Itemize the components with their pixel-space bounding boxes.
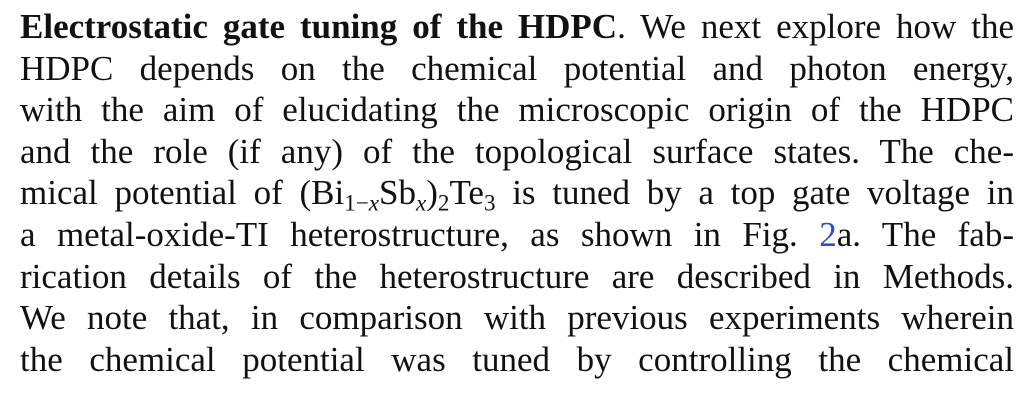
- subscript-3: 3: [483, 189, 496, 216]
- line-6-text-a: a metal-oxide-TI heterostructure, as shown in Fig.: [20, 214, 820, 254]
- line-5-text-a: mical potential of (Bi: [20, 173, 345, 213]
- paragraph-line-1: [20, 6, 1014, 48]
- subscript-one-minus: 1−: [344, 189, 369, 216]
- line-6-text-b: a. The fab-: [836, 214, 1014, 254]
- subscript-1-minus-x: [344, 190, 379, 216]
- subscript-x-variable: x: [368, 189, 380, 216]
- paragraph-line-8: We note that, in comparison with previous experiments wherein: [20, 298, 1014, 338]
- figure-2-link[interactable]: 2: [819, 214, 837, 254]
- paragraph-line-5: [20, 172, 1014, 214]
- line-5-text-e: is tuned by a top gate voltage in: [495, 173, 1014, 213]
- paragraph-line-3: with the aim of elucidating the microscopic origin of the HDPC: [20, 90, 1014, 130]
- line-5-text-b: Sb: [379, 173, 416, 213]
- paragraph-line-6: [20, 214, 1014, 256]
- subscript-2: 2: [437, 189, 450, 216]
- line-5-text-c: ): [426, 173, 438, 213]
- paper-paragraph: [20, 6, 1014, 380]
- line-1-text: . We next explore how the: [617, 7, 1014, 46]
- paragraph-line-4: and the role (if any) of the topological surface states. The che-: [20, 131, 1014, 171]
- paragraph-line-9: the chemical potential was tuned by controlling the chemical: [20, 339, 1014, 379]
- paragraph-line-2: HDPC depends on the chemical potential and photon energy,: [20, 48, 1014, 88]
- paragraph-line-7: rication details of the heterostructure are described in Methods.: [20, 256, 1014, 296]
- subscript-x: x: [416, 189, 427, 216]
- line-5-text-d: Te: [449, 173, 484, 213]
- section-heading: Electrostatic gate tuning of the HDPC: [20, 7, 618, 46]
